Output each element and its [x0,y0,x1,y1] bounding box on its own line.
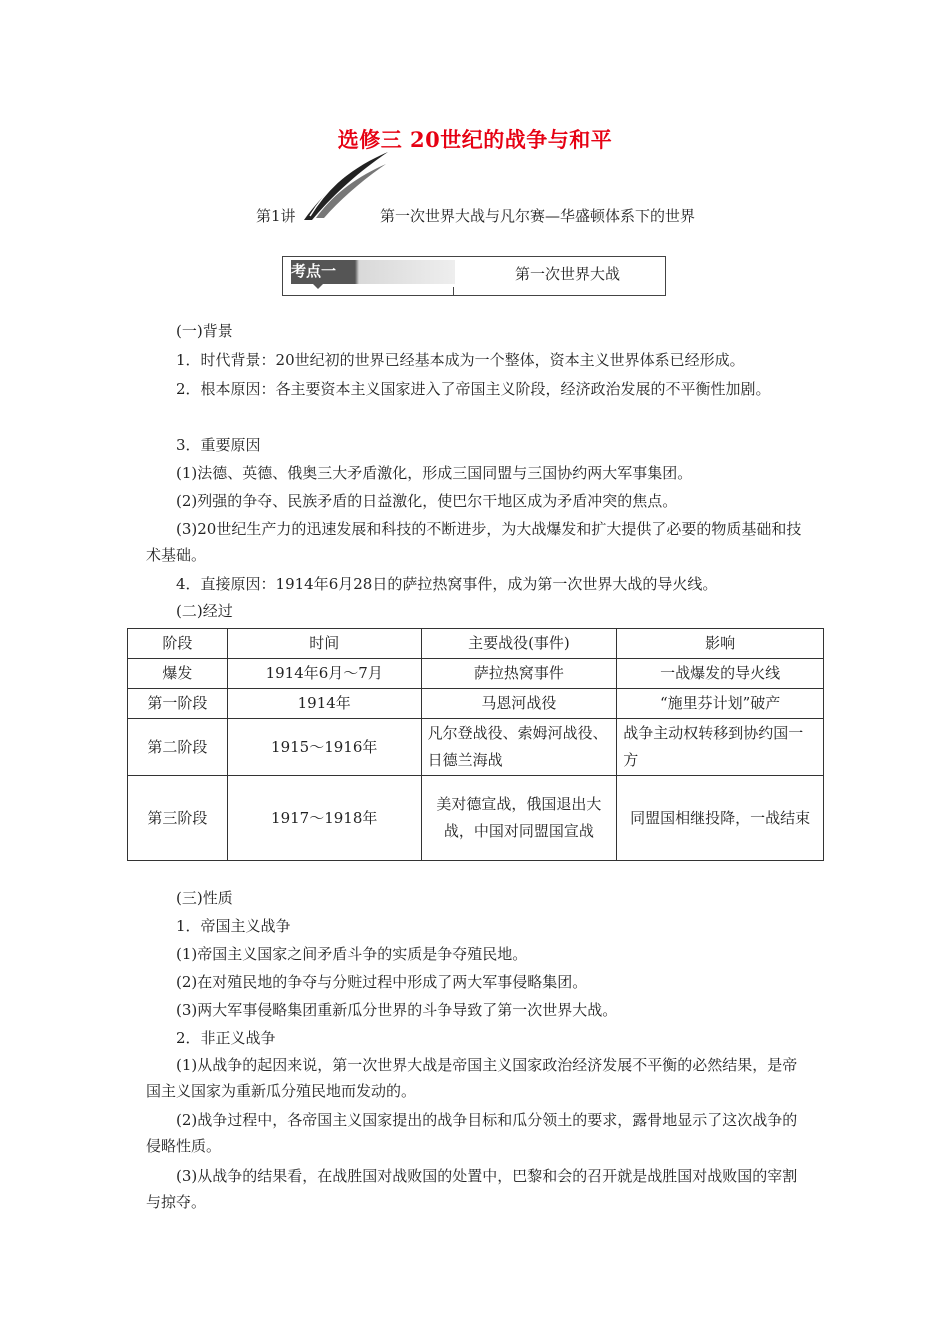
table-cell: 爆发 [128,659,228,689]
table-cell: 马恩河战役 [421,689,617,719]
table-cell: 萨拉热窝事件 [421,659,617,689]
table-cell: 1914年 [227,689,421,719]
table-row [128,689,824,719]
swoosh-decoration [302,150,392,222]
table-cell: “施里芬计划”破产 [617,689,824,719]
section-heading-background: (一)背景 [176,322,233,340]
paragraph: 4．直接原因：1914年6月28日的萨拉热窝事件，成为第一次世界大战的导火线。 [176,575,718,593]
table-header-row [128,629,824,659]
section-heading-process: (二)经过 [176,602,233,620]
lecture-title: 第一次世界大战与凡尔赛—华盛顿体系下的世界 [380,207,696,225]
table-header-cell: 影响 [617,629,824,659]
table-cell: 1914年6月～7月 [227,659,421,689]
paragraph: 3．重要原因 [176,436,261,454]
paragraph: 2．根本原因：各主要资本主义国家进入了帝国主义阶段，经济政治发展的不平衡性加剧。 [176,380,771,398]
table-cell: 凡尔登战役、索姆河战役、日德兰海战 [421,719,617,776]
table-cell: 第三阶段 [128,776,228,861]
lecture-number: 第1讲 [256,207,296,225]
badge-pointer [313,284,323,289]
document-title: 选修三 20世纪的战争与和平 [337,127,613,152]
table-cell: 一战爆发的导火线 [617,659,824,689]
table-cell: 1917～1918年 [227,776,421,861]
table-row [128,776,824,861]
table-cell: 1915～1916年 [227,719,421,776]
table-cell: 第二阶段 [128,719,228,776]
paragraph: 1．时代背景：20世纪初的世界已经基本成为一个整体，资本主义世界体系已经形成。 [176,351,745,369]
paragraph: (3)两大军事侵略集团重新瓜分世界的斗争导致了第一次世界大战。 [176,1001,618,1019]
section-heading-nature: (三)性质 [176,889,233,907]
paragraph: (1)从战争的起因来说，第一次世界大战是帝国主义国家政治经济发展不平衡的必然结果，是帝国主义国家为重新瓜分殖民地而发动的。 [146,1056,798,1100]
paragraph: (1)帝国主义国家之间矛盾斗争的实质是争夺殖民地。 [176,945,528,963]
paragraph: (3)从战争的结果看，在战胜国对战败国的处置中，巴黎和会的召开就是战胜国对战败国的宰割与掠夺。 [146,1167,798,1211]
paragraph: (2)列强的争夺、民族矛盾的日益激化，使巴尔干地区成为矛盾冲突的焦点。 [176,492,678,510]
exam-point-badge: 考点一 [291,262,337,280]
table-cell: 战争主动权转移到协约国一方 [617,719,824,776]
table-cell: 同盟国相继投降，一战结束 [617,776,824,861]
table-header-cell: 主要战役(事件) [421,629,617,659]
paragraph: (3)20世纪生产力的迅速发展和科技的不断进步，为大战爆发和扩大提供了必要的物质基础和技术基础。 [146,520,802,564]
table-header-cell: 时间 [227,629,421,659]
badge-divider [453,287,454,295]
table-row [128,659,824,689]
exam-point-title: 第一次世界大战 [515,265,621,283]
paragraph: (2)战争过程中，各帝国主义国家提出的战争目标和瓜分领土的要求，露骨地显示了这次战争的侵略性质。 [146,1111,798,1155]
paragraph: 2．非正义战争 [176,1029,276,1047]
table-cell: 第一阶段 [128,689,228,719]
table-header-cell: 阶段 [128,629,228,659]
paragraph: (2)在对殖民地的争夺与分赃过程中形成了两大军事侵略集团。 [176,973,588,991]
table-row [128,719,824,776]
paragraph: (1)法德、英德、俄奥三大矛盾激化，形成三国同盟与三国协约两大军事集团。 [176,464,693,482]
table-cell: 美对德宣战，俄国退出大战，中国对同盟国宣战 [421,776,617,861]
paragraph: 1．帝国主义战争 [176,917,291,935]
exam-point-box [282,256,666,296]
war-stages-table [127,628,824,861]
